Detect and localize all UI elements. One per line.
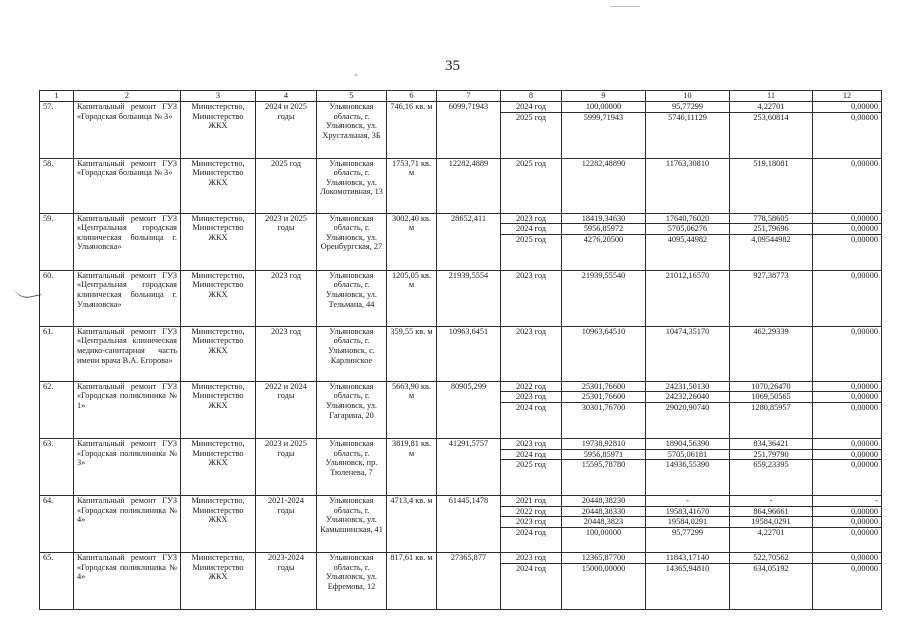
funding-federal: 4095,44982 bbox=[646, 234, 730, 270]
object-area: 5663,90 кв. м bbox=[387, 381, 437, 438]
total-cost: 21939,5554 bbox=[437, 270, 501, 326]
funding-other: 0,00000 bbox=[813, 224, 882, 235]
funding-federal: 11763,30810 bbox=[646, 158, 730, 213]
funding-federal: 95,77299 bbox=[646, 102, 730, 113]
funding-other: 0,00000 bbox=[813, 102, 882, 113]
funding-federal: 95,77299 bbox=[646, 527, 730, 552]
funding-regional: 634,05192 bbox=[730, 563, 813, 609]
funding-year: 2024 год bbox=[501, 527, 562, 552]
object-address: Ульяновская область, г. Ульяновск, ул. Оренбургская, 27 bbox=[317, 213, 387, 270]
funding-total: 18419,34630 bbox=[562, 213, 646, 224]
work-period: 2024 и 2025 годы bbox=[256, 102, 317, 159]
row-number: 58. bbox=[40, 158, 74, 213]
table-row bbox=[40, 381, 882, 392]
funding-other: 0,00000 bbox=[813, 234, 882, 270]
funding-total: 12282,48890 bbox=[562, 158, 646, 213]
funding-year: 2023 год bbox=[501, 552, 562, 563]
table-row bbox=[40, 102, 882, 113]
funding-year: 2022 год bbox=[501, 506, 562, 517]
funding-year: 2024 год bbox=[501, 224, 562, 235]
funding-year: 2023 год bbox=[501, 392, 562, 403]
funding-total: 20448,3823 bbox=[562, 517, 646, 528]
funding-other: 0,00000 bbox=[813, 402, 882, 438]
table-row bbox=[40, 496, 882, 507]
funding-federal: 29020,90740 bbox=[646, 402, 730, 438]
work-period: 2023 год bbox=[256, 326, 317, 381]
customer: Министерство, Министерство ЖКХ bbox=[181, 438, 256, 495]
funding-total: 20448,38330 bbox=[562, 506, 646, 517]
funding-regional: 519,18081 bbox=[730, 158, 813, 213]
funding-total: 5956,85971 bbox=[562, 449, 646, 460]
funding-regional: 778,58605 bbox=[730, 213, 813, 224]
funding-total: 15595,78780 bbox=[562, 460, 646, 496]
funding-other: 0,00000 bbox=[813, 517, 882, 528]
total-cost: 61445,1478 bbox=[437, 496, 501, 553]
funding-federal: 18904,56390 bbox=[646, 438, 730, 449]
object-name: Капитальный ремонт ГУЗ «Центральная клиническая медико-санитарная часть имени врача В.А. Егорова» bbox=[74, 326, 181, 381]
funding-regional: 659,23395 bbox=[730, 460, 813, 496]
work-period: 2021-2024 годы bbox=[256, 496, 317, 553]
table-row bbox=[40, 158, 882, 213]
funding-year: 2023 год bbox=[501, 517, 562, 528]
column-number: 8 bbox=[501, 91, 562, 102]
funding-year: 2022 год bbox=[501, 381, 562, 392]
column-number: 2 bbox=[74, 91, 181, 102]
funding-regional: 864,96661 bbox=[730, 506, 813, 517]
funding-other: 0,00000 bbox=[813, 213, 882, 224]
total-cost: 10963,6451 bbox=[437, 326, 501, 381]
customer: Министерство, Министерство ЖКХ bbox=[181, 213, 256, 270]
funding-total: 25301,76600 bbox=[562, 392, 646, 403]
scan-artifact-mark bbox=[610, 6, 640, 7]
object-address: Ульяновская область, г. Ульяновск, ул. Гагарина, 20 bbox=[317, 381, 387, 438]
funding-other: - bbox=[813, 496, 882, 507]
funding-regional: - bbox=[730, 496, 813, 507]
column-number: 6 bbox=[387, 91, 437, 102]
object-area: 359,55 кв. м bbox=[387, 326, 437, 381]
funding-federal: 14936,55390 bbox=[646, 460, 730, 496]
object-name: Капитальный ремонт ГУЗ «Центральная городская клиническая больница г. Ульяновска» bbox=[74, 270, 181, 326]
funding-federal: 5705,06276 bbox=[646, 224, 730, 235]
work-period: 2022 и 2024 годы bbox=[256, 381, 317, 438]
column-number: 11 bbox=[730, 91, 813, 102]
row-number: 59. bbox=[40, 213, 74, 270]
funding-total: 20448,38230 bbox=[562, 496, 646, 507]
object-name: Капитальный ремонт ГУЗ «Городская больница № 3» bbox=[74, 158, 181, 213]
row-number: 60. bbox=[40, 270, 74, 326]
object-address: Ульяновская область, г. Ульяновск, ул. Ефремова, 12 bbox=[317, 552, 387, 609]
object-name: Капитальный ремонт ГУЗ «Городская поликлиника № 4» bbox=[74, 552, 181, 609]
funding-year: 2025 год bbox=[501, 158, 562, 213]
object-address: Ульяновская область, г. Ульяновск, ул. Тельмана, 44 bbox=[317, 270, 387, 326]
funding-total: 19738,92810 bbox=[562, 438, 646, 449]
funding-total: 30301,76700 bbox=[562, 402, 646, 438]
funding-regional: 4,22701 bbox=[730, 102, 813, 113]
funding-regional: 253,60814 bbox=[730, 112, 813, 158]
funding-year: 2025 год bbox=[501, 234, 562, 270]
object-name: Капитальный ремонт ГУЗ «Городская поликлиника № 1» bbox=[74, 381, 181, 438]
funding-other: 0,00000 bbox=[813, 270, 882, 326]
object-address: Ульяновская область, г. Ульяновск, пр. Тюленева, 7 bbox=[317, 438, 387, 495]
funding-year: 2025 год bbox=[501, 460, 562, 496]
total-cost: 28652,411 bbox=[437, 213, 501, 270]
funding-year: 2023 год bbox=[501, 438, 562, 449]
funding-total: 4276,20500 bbox=[562, 234, 646, 270]
margin-pen-stroke bbox=[13, 280, 42, 300]
funding-total: 21939,55540 bbox=[562, 270, 646, 326]
row-number: 64. bbox=[40, 496, 74, 553]
funding-year: 2024 год bbox=[501, 402, 562, 438]
customer: Министерство, Министерство ЖКХ bbox=[181, 158, 256, 213]
funding-other: 0,00000 bbox=[813, 326, 882, 381]
scan-artifact-mark bbox=[355, 74, 357, 76]
funding-regional: 4,22701 bbox=[730, 527, 813, 552]
funding-total: 5956,85972 bbox=[562, 224, 646, 235]
object-area: 1753,71 кв. м bbox=[387, 158, 437, 213]
funding-regional: 251,79790 bbox=[730, 449, 813, 460]
funding-regional: 462,29339 bbox=[730, 326, 813, 381]
funding-year: 2024 год bbox=[501, 563, 562, 609]
funding-total: 100,00000 bbox=[562, 527, 646, 552]
funding-regional: 1070,26470 bbox=[730, 381, 813, 392]
funding-other: 0,00000 bbox=[813, 158, 882, 213]
funding-federal: 21012,16570 bbox=[646, 270, 730, 326]
page-number: 35 bbox=[445, 58, 460, 74]
funding-other: 0,00000 bbox=[813, 449, 882, 460]
column-number: 10 bbox=[646, 91, 730, 102]
table-row bbox=[40, 270, 882, 326]
funding-federal: 24232,26040 bbox=[646, 392, 730, 403]
funding-year: 2023 год bbox=[501, 213, 562, 224]
funding-other: 0,00000 bbox=[813, 552, 882, 563]
total-cost: 6099,71943 bbox=[437, 102, 501, 159]
table-row bbox=[40, 326, 882, 381]
funding-total: 15000,00000 bbox=[562, 563, 646, 609]
total-cost: 12282,4889 bbox=[437, 158, 501, 213]
funding-other: 0,00000 bbox=[813, 392, 882, 403]
funding-federal: 19583,41670 bbox=[646, 506, 730, 517]
funding-federal: 24231,50130 bbox=[646, 381, 730, 392]
funding-federal: 11843,17140 bbox=[646, 552, 730, 563]
column-number: 3 bbox=[181, 91, 256, 102]
row-number: 65. bbox=[40, 552, 74, 609]
object-area: 817,61 кв. м bbox=[387, 552, 437, 609]
column-number: 5 bbox=[317, 91, 387, 102]
funding-year: 2025 год bbox=[501, 112, 562, 158]
object-name: Капитальный ремонт ГУЗ «Центральная городская клиническая больница г. Ульяновска» bbox=[74, 213, 181, 270]
column-number: 12 bbox=[813, 91, 882, 102]
funding-federal: - bbox=[646, 496, 730, 507]
funding-federal: 14365,94810 bbox=[646, 563, 730, 609]
funding-other: 0,00000 bbox=[813, 563, 882, 609]
total-cost: 27365,877 bbox=[437, 552, 501, 609]
funding-federal: 10474,35170 bbox=[646, 326, 730, 381]
row-number: 61. bbox=[40, 326, 74, 381]
object-address: Ульяновская область, г. Ульяновск, ул. Камышинская, 41 bbox=[317, 496, 387, 553]
funding-other: 0,00000 bbox=[813, 460, 882, 496]
customer: Министерство, Министерство ЖКХ bbox=[181, 326, 256, 381]
funding-federal: 5705,06181 bbox=[646, 449, 730, 460]
object-address: Ульяновская область, г. Ульяновск, ул. Хрустальная, 3Б bbox=[317, 102, 387, 159]
funding-year: 2023 год bbox=[501, 270, 562, 326]
funding-total: 100,00000 bbox=[562, 102, 646, 113]
object-area: 1205,05 кв. м bbox=[387, 270, 437, 326]
funding-year: 2024 год bbox=[501, 102, 562, 113]
funding-other: 0,00000 bbox=[813, 438, 882, 449]
table-row bbox=[40, 438, 882, 449]
funding-regional: 927,38773 bbox=[730, 270, 813, 326]
funding-regional: 4,09544982 bbox=[730, 234, 813, 270]
column-number: 9 bbox=[562, 91, 646, 102]
funding-total: 10963,64510 bbox=[562, 326, 646, 381]
object-area: 746,16 кв. м bbox=[387, 102, 437, 159]
funding-other: 0,00000 bbox=[813, 527, 882, 552]
register-table bbox=[39, 90, 882, 610]
funding-year: 2021 год bbox=[501, 496, 562, 507]
object-address: Ульяновская область, г. Ульяновск, ул. Локомотивная, 13 bbox=[317, 158, 387, 213]
table-row bbox=[40, 552, 882, 563]
column-number: 4 bbox=[256, 91, 317, 102]
funding-regional: 251,79696 bbox=[730, 224, 813, 235]
object-area: 3002,40 кв. м bbox=[387, 213, 437, 270]
total-cost: 80905,299 bbox=[437, 381, 501, 438]
object-area: 3819,81 кв. м bbox=[387, 438, 437, 495]
funding-federal: 17640,76020 bbox=[646, 213, 730, 224]
work-period: 2023-2024 годы bbox=[256, 552, 317, 609]
funding-total: 12365,87700 bbox=[562, 552, 646, 563]
column-number-row bbox=[40, 91, 882, 102]
funding-other: 0,00000 bbox=[813, 112, 882, 158]
funding-regional: 1280,85957 bbox=[730, 402, 813, 438]
total-cost: 41291,5757 bbox=[437, 438, 501, 495]
customer: Министерство, Министерство ЖКХ bbox=[181, 270, 256, 326]
work-period: 2023 и 2025 годы bbox=[256, 213, 317, 270]
row-number: 62. bbox=[40, 381, 74, 438]
object-address: Ульяновская область, г. Ульяновск, с. Карлинское bbox=[317, 326, 387, 381]
funding-other: 0,00000 bbox=[813, 506, 882, 517]
table-row bbox=[40, 213, 882, 224]
funding-total: 5999,71943 bbox=[562, 112, 646, 158]
funding-regional: 1069,50565 bbox=[730, 392, 813, 403]
object-name: Капитальный ремонт ГУЗ «Городская поликлиника № 3» bbox=[74, 438, 181, 495]
object-area: 4713,4 кв. м bbox=[387, 496, 437, 553]
funding-year: 2024 год bbox=[501, 449, 562, 460]
funding-federal: 19584,0291 bbox=[646, 517, 730, 528]
row-number: 57. bbox=[40, 102, 74, 159]
column-number: 1 bbox=[40, 91, 74, 102]
customer: Министерство, Министерство ЖКХ bbox=[181, 381, 256, 438]
customer: Министерство, Министерство ЖКХ bbox=[181, 552, 256, 609]
customer: Министерство, Министерство ЖКХ bbox=[181, 102, 256, 159]
funding-regional: 834,36421 bbox=[730, 438, 813, 449]
funding-regional: 19584,0291 bbox=[730, 517, 813, 528]
row-number: 63. bbox=[40, 438, 74, 495]
object-name: Капитальный ремонт ГУЗ «Городская поликлиника № 4» bbox=[74, 496, 181, 553]
funding-regional: 522,70562 bbox=[730, 552, 813, 563]
work-period: 2025 год bbox=[256, 158, 317, 213]
object-name: Капитальный ремонт ГУЗ «Городская больница № 3» bbox=[74, 102, 181, 159]
funding-year: 2023 год bbox=[501, 326, 562, 381]
work-period: 2023 год bbox=[256, 270, 317, 326]
register-body bbox=[40, 91, 882, 610]
funding-federal: 5746,11129 bbox=[646, 112, 730, 158]
funding-other: 0,00000 bbox=[813, 381, 882, 392]
work-period: 2023 и 2025 годы bbox=[256, 438, 317, 495]
customer: Министерство, Министерство ЖКХ bbox=[181, 496, 256, 553]
column-number: 7 bbox=[437, 91, 501, 102]
funding-total: 25301,76600 bbox=[562, 381, 646, 392]
